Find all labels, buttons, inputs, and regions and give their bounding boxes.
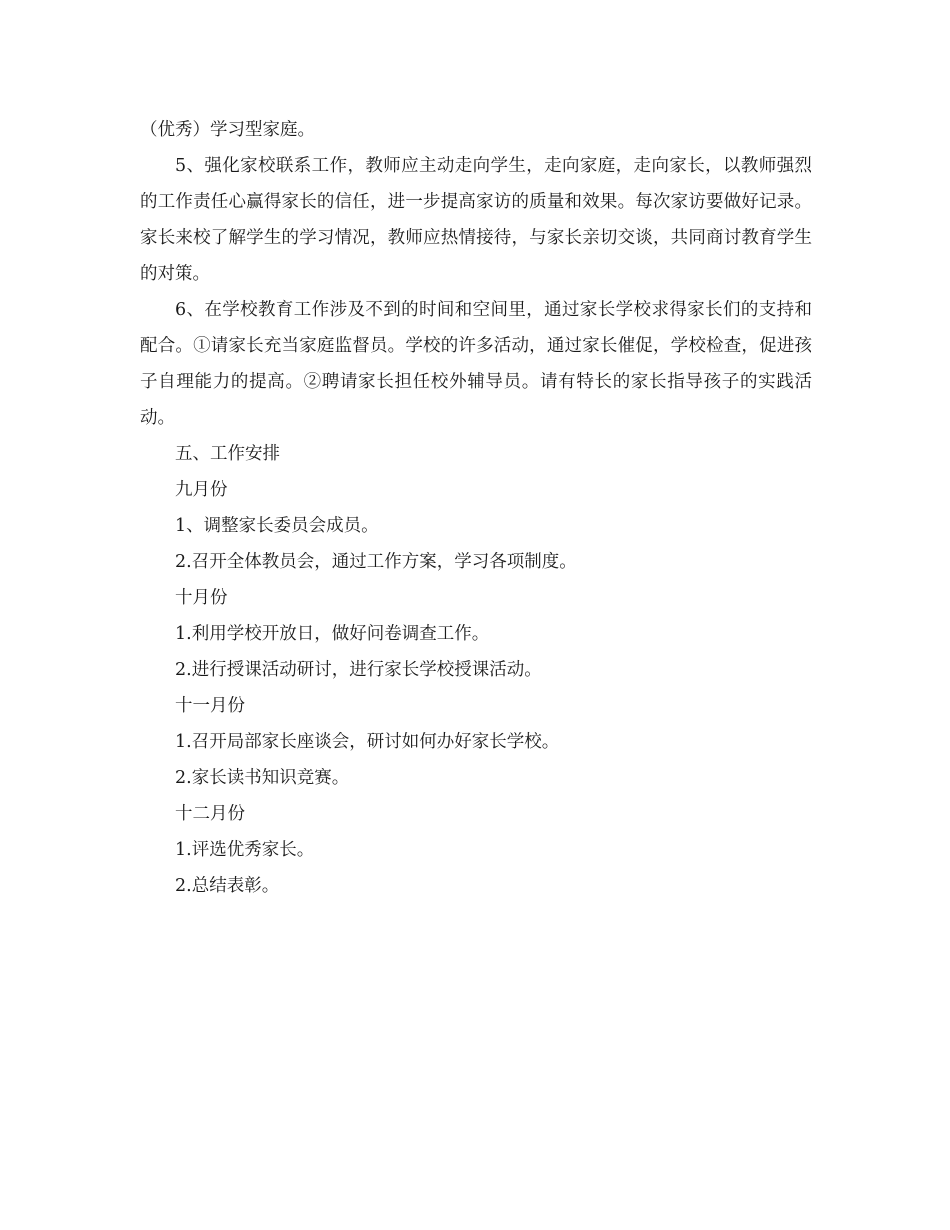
list-item: 1.召开局部家长座谈会，研讨如何办好家长学校。 [175, 732, 560, 752]
list-item: 2.召开全体教员会，通过工作方案，学习各项制度。 [175, 552, 577, 572]
section-heading: 五、工作安排 [175, 444, 280, 464]
list-item: 1.利用学校开放日，做好问卷调查工作。 [175, 624, 490, 644]
list-item: 2.总结表彰。 [175, 876, 280, 896]
list-item: 2.进行授课活动研讨，进行家长学校授课活动。 [175, 660, 542, 680]
list-item: 1.评选优秀家长。 [175, 840, 315, 860]
paragraph-item-6: 6、在学校教育工作涉及不到的时间和空间里，通过家长学校求得家长们的支持和配合。①请家长充当家庭监督员。学校的许多活动，通过家长催促，学校检查，促进孩子自理能力的提高。②聘请家长担任校外辅导员。请有特长的家长指导孩子的实践活动。 [140, 300, 812, 428]
list-item: 2.家长读书知识竞赛。 [175, 768, 350, 788]
paragraph-continuation: （优秀）学习型家庭。 [140, 120, 315, 140]
month-heading-september: 九月份 [175, 480, 228, 500]
month-heading-december: 十二月份 [175, 804, 245, 824]
paragraph-item-5: 5、强化家校联系工作，教师应主动走向学生，走向家庭，走向家长，以教师强烈的工作责任心赢得家长的信任，进一步提高家访的质量和效果。每次家访要做好记录。家长来校了解学生的学习情况，教师应热情接待，与家长亲切交谈，共同商讨教育学生的对策。 [140, 156, 812, 284]
month-heading-october: 十月份 [175, 588, 228, 608]
document-body [140, 112, 812, 904]
list-item: 1、调整家长委员会成员。 [175, 516, 379, 536]
month-heading-november: 十一月份 [175, 696, 245, 716]
